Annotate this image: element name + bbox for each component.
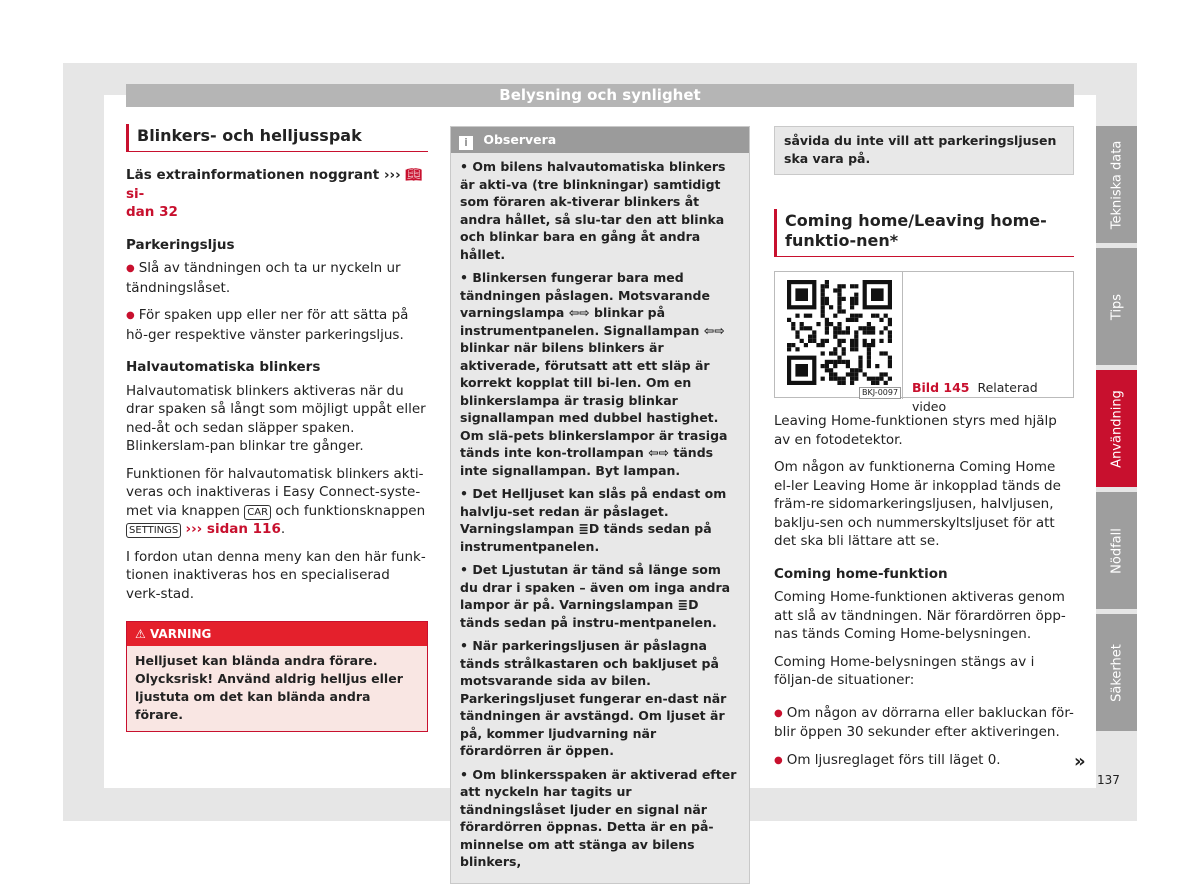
page-reference[interactable]: ››› sidan 116 [185, 521, 281, 537]
intro-text: Läs extrainformationen noggrant ››› 📖︎ si- dan 32 [126, 167, 423, 220]
figure-code: BKJ-0097 [859, 387, 901, 399]
subheading-coming-home: Coming home-funktion [774, 565, 948, 582]
note-body [451, 153, 749, 883]
tab-emergency[interactable]: Nödfall [1096, 492, 1137, 609]
column-right [774, 126, 1074, 779]
paragraph: Leaving Home-funktionen styrs med hjälp av en fotodetektor. [774, 413, 1057, 448]
note-header: i Observera [451, 127, 749, 153]
warning-triangle-icon: ⚠ [135, 627, 146, 641]
column-middle [450, 126, 750, 884]
warning-text: Helljuset kan blända andra förare. Olycksrisk! Använd aldrig helljus eller ljustuta om det kan blända andra förare. [127, 646, 427, 731]
note-item: • Blinkersen fungerar bara med tändningen påslagen. Motsvarande varningslampa ⇦⇨ blinkar på instrumentpanelen. Signallampan ⇦⇨ blinkar när bilens blinkers är aktiverade, förutsatt att ett släp är korrekt kopplat till bi-len. Om en blinkerslampa är trasig blinkar signallampan med dubbel hastighet. Om slä-pets blinkerslampor är trasiga tänds inte kon-trollampan ⇦⇨ tänds inte signallampan. Byt lampan. [460, 270, 728, 478]
note-item: • När parkeringsljusen är påslagna tänds strålkastaren och bakljuset på motsvarande sida av bilen. Parkeringsljuset fungerar en-dast när tändningen är avstängd. Om ljuset är på, kommer ljudvarning när förardörren är öppen. [460, 638, 727, 758]
tab-usage[interactable]: Användning [1096, 370, 1137, 487]
chapter-banner: Belysning och synlighet [126, 84, 1074, 107]
paragraph: Coming Home-funktionen aktiveras genom att slå av tändningen. När förardörren öpp-nas tänds Coming Home-belysningen. [774, 589, 1066, 642]
subheading-parking: Parkeringsljus [126, 236, 235, 253]
tab-technical-data[interactable]: Tekniska data [1096, 126, 1137, 243]
note-continuation: såvida du inte vill att parkeringsljusen ska vara på. [774, 126, 1074, 175]
info-icon: i [459, 136, 473, 150]
qr-code[interactable] [775, 272, 903, 399]
figure-box [774, 271, 1074, 414]
paragraph: Halvautomatisk blinkers aktiveras när du drar spaken så långt som möjligt uppåt eller ned-åt och sedan släpper spaken. Blinkerslam-pan blinkar tre gånger. [126, 382, 426, 454]
qr-code-icon [775, 272, 902, 399]
book-icon[interactable]: 📖︎ [405, 167, 423, 183]
list-item: ● Slå av tändningen och ta ur nyckeln ur tändningslåset. [126, 259, 428, 297]
note-item: • Om blinkersspaken är aktiverad efter att nyckeln har tagits ur tändningslåset ljuder en signal när förardörren öppnas. Detta är en på-minnelse om att stänga av bilens blinkers, [460, 766, 737, 869]
tab-safety[interactable]: Säkerhet [1096, 614, 1137, 731]
note-box [450, 126, 750, 884]
car-key-icon: CAR [244, 505, 271, 520]
continue-arrow: » [1074, 751, 1086, 772]
tab-tips[interactable]: Tips [1096, 248, 1137, 365]
figure-number: Bild 145 [912, 380, 970, 395]
section-title: Blinkers- och helljusspak [126, 124, 428, 152]
column-left [126, 124, 428, 732]
paragraph: I fordon utan denna meny kan den här funk-tionen inaktiveras hos en specialiserad verk-stad. [126, 548, 426, 602]
figure-caption: Bild 145 Relaterad video [912, 380, 1038, 414]
page-number: 137 [1097, 773, 1120, 787]
warning-box [126, 621, 428, 732]
note-item: • Om bilens halvautomatiska blinkers är akti-va (tre blinkningar) samtidigt som föraren ak-tiverar blinkers åt andra hållet, så slu-tar den att blinka och blinkar bara en gång åt andra hållet. [460, 159, 726, 262]
settings-key-icon: SETTINGS [126, 523, 181, 538]
page-reference[interactable]: dan 32 [126, 204, 178, 220]
list-item: ● För spaken upp eller ner för att sätta på hö-ger respektive vänster parkeringsljus. [126, 306, 428, 344]
subheading-semi-auto: Halvautomatiska blinkers [126, 359, 321, 375]
warning-header: ⚠ VARNING [127, 622, 427, 646]
paragraph: Coming Home-belysningen stängs av i följan-de situationer: [774, 653, 1035, 688]
note-item: • Det Helljuset kan slås på endast om halvlju-set redan är påslaget. Varningslampan ≣D tänds sedan på instrumentpanelen. [460, 486, 727, 554]
paragraph: Om någon av funktionerna Coming Home el-ler Leaving Home är inkopplad tänds de främ-re sidomarkeringsljusen, halvljusen, baklju-sen och nummerskyltsljuset för att det ska bli lättare att se. [774, 459, 1061, 549]
list-item: ● Om ljusreglaget förs till läget 0. [774, 751, 1074, 771]
paragraph-settings: Funktionen för halvautomatisk blinkers akti-veras och inaktiveras i Easy Connect-syste-met via knappen CAR och funktionsknappen SETTINGS ››› sidan 116. [126, 465, 426, 537]
note-item: • Det Ljustutan är tänd så länge som du drar i spaken – även om inga andra lampor är på. Varningslampan ≣D tänds sedan på instru-mentpanelen. [460, 562, 731, 630]
section-title: Coming home/Leaving home-funktio-nen* [774, 209, 1074, 257]
list-item: ● Om någon av dörrarna eller bakluckan för-blir öppen 30 sekunder efter aktiveringen. [774, 704, 1074, 742]
